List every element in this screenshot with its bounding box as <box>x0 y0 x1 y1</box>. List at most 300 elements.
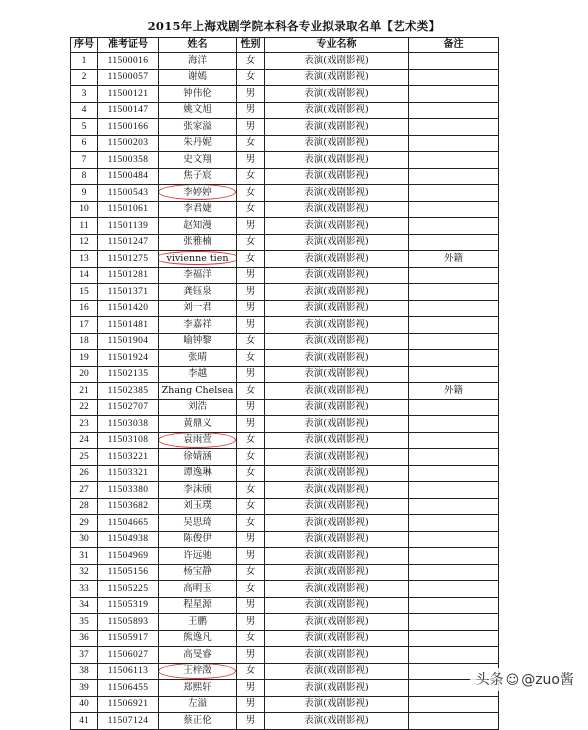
cell-note <box>409 465 499 482</box>
cell-id: 11505893 <box>98 614 159 631</box>
cell-gender: 男 <box>237 317 265 334</box>
cell-gender: 男 <box>237 218 265 235</box>
cell-major: 表演(戏剧影视) <box>265 119 409 136</box>
cell-gender: 女 <box>237 135 265 152</box>
table-row <box>71 102 499 119</box>
cell-name: 李君婕 <box>159 201 237 218</box>
cell-seq: 18 <box>71 333 98 350</box>
cell-major: 表演(戏剧影视) <box>265 498 409 515</box>
table-row <box>71 251 499 268</box>
cell-seq: 15 <box>71 284 98 301</box>
cell-id: 11501275 <box>98 251 159 268</box>
cell-seq: 17 <box>71 317 98 334</box>
cell-gender: 女 <box>237 515 265 532</box>
cell-seq: 13 <box>71 251 98 268</box>
cell-note <box>409 86 499 103</box>
cell-seq: 30 <box>71 531 98 548</box>
cell-major: 表演(戏剧影视) <box>265 581 409 598</box>
cell-major: 表演(戏剧影视) <box>265 234 409 251</box>
cell-seq: 2 <box>71 69 98 86</box>
cell-name: 高旻睿 <box>159 647 237 664</box>
cell-id: 11504938 <box>98 531 159 548</box>
cell-name: 钟伟伦 <box>159 86 237 103</box>
toutiao-logo-icon: ☺ <box>505 673 520 688</box>
table-row <box>71 383 499 400</box>
cell-major: 表演(戏剧影视) <box>265 465 409 482</box>
cell-major: 表演(戏剧影视) <box>265 86 409 103</box>
cell-note <box>409 201 499 218</box>
cell-name: 朱丹妮 <box>159 135 237 152</box>
cell-id: 11505225 <box>98 581 159 598</box>
cell-seq: 6 <box>71 135 98 152</box>
cell-major: 表演(戏剧影视) <box>265 185 409 202</box>
cell-id: 11505156 <box>98 564 159 581</box>
cell-id: 11503108 <box>98 432 159 449</box>
cell-name: 史文翔 <box>159 152 237 169</box>
cell-major: 表演(戏剧影视) <box>265 548 409 565</box>
cell-major: 表演(戏剧影视) <box>265 531 409 548</box>
cell-gender: 女 <box>237 482 265 499</box>
cell-seq: 37 <box>71 647 98 664</box>
table-row <box>71 581 499 598</box>
cell-gender: 女 <box>237 53 265 70</box>
cell-gender: 男 <box>237 548 265 565</box>
cell-gender: 女 <box>237 234 265 251</box>
cell-seq: 33 <box>71 581 98 598</box>
cell-major: 表演(戏剧影视) <box>265 267 409 284</box>
table-row <box>71 135 499 152</box>
table-row <box>71 119 499 136</box>
cell-major: 表演(戏剧影视) <box>265 284 409 301</box>
header-seq: 序号 <box>71 38 98 53</box>
cell-name: 赵知漫 <box>159 218 237 235</box>
cell-note: 外籍 <box>409 383 499 400</box>
cell-gender: 女 <box>237 69 265 86</box>
cell-major: 表演(戏剧影视) <box>265 53 409 70</box>
cell-id: 11504969 <box>98 548 159 565</box>
cell-note <box>409 234 499 251</box>
cell-id: 11502135 <box>98 366 159 383</box>
cell-note <box>409 119 499 136</box>
cell-gender: 男 <box>237 680 265 697</box>
table-row <box>71 333 499 350</box>
cell-name: 吴思琦 <box>159 515 237 532</box>
cell-note <box>409 630 499 647</box>
cell-note <box>409 597 499 614</box>
cell-gender: 男 <box>237 597 265 614</box>
cell-name <box>159 432 237 449</box>
cell-major: 表演(戏剧影视) <box>265 416 409 433</box>
cell-id: 11503221 <box>98 449 159 466</box>
cell-gender: 男 <box>237 713 265 730</box>
table-row <box>71 366 499 383</box>
table-row <box>71 647 499 664</box>
cell-seq: 36 <box>71 630 98 647</box>
cell-seq: 24 <box>71 432 98 449</box>
cell-id: 11500358 <box>98 152 159 169</box>
cell-id: 11502707 <box>98 399 159 416</box>
cell-name: 焦子宸 <box>159 168 237 185</box>
cell-note <box>409 333 499 350</box>
table-row <box>71 614 499 631</box>
cell-major: 表演(戏剧影视) <box>265 696 409 713</box>
cell-seq: 3 <box>71 86 98 103</box>
header-name: 姓名 <box>159 38 237 53</box>
cell-name: 张家溢 <box>159 119 237 136</box>
cell-note <box>409 135 499 152</box>
watermark-handle: @zuo酱 <box>521 672 574 688</box>
cell-gender: 男 <box>237 416 265 433</box>
cell-name: 姚文旭 <box>159 102 237 119</box>
cell-note <box>409 102 499 119</box>
cell-note <box>409 432 499 449</box>
table-row <box>71 465 499 482</box>
circled-name: 袁雨萱 <box>183 434 212 446</box>
cell-major: 表演(戏剧影视) <box>265 713 409 730</box>
cell-note <box>409 416 499 433</box>
cell-id: 11501247 <box>98 234 159 251</box>
cell-id: 11500484 <box>98 168 159 185</box>
cell-seq: 7 <box>71 152 98 169</box>
cell-seq: 21 <box>71 383 98 400</box>
cell-major: 表演(戏剧影视) <box>265 152 409 169</box>
cell-seq: 41 <box>71 713 98 730</box>
table-row <box>71 69 499 86</box>
cell-note <box>409 449 499 466</box>
cell-note <box>409 647 499 664</box>
cell-name: 龚钰泉 <box>159 284 237 301</box>
cell-gender: 女 <box>237 663 265 680</box>
admission-list-table <box>70 37 499 730</box>
table-row <box>71 350 499 367</box>
cell-seq: 39 <box>71 680 98 697</box>
cell-gender: 男 <box>237 399 265 416</box>
cell-name: 谭逸琳 <box>159 465 237 482</box>
cell-note <box>409 267 499 284</box>
cell-gender: 男 <box>237 696 265 713</box>
cell-id: 11503321 <box>98 465 159 482</box>
page-title: 2015年上海戏剧学院本科各专业拟录取名单【艺术类】 <box>147 19 441 33</box>
cell-id: 11502385 <box>98 383 159 400</box>
table-row <box>71 317 499 334</box>
cell-name: 张雅楠 <box>159 234 237 251</box>
cell-major: 表演(戏剧影视) <box>265 515 409 532</box>
cell-note <box>409 317 499 334</box>
cell-major: 表演(戏剧影视) <box>265 251 409 268</box>
cell-note <box>409 614 499 631</box>
cell-id: 11501139 <box>98 218 159 235</box>
cell-major: 表演(戏剧影视) <box>265 201 409 218</box>
circled-name: 李婷婷 <box>183 186 212 198</box>
cell-name: 刘一君 <box>159 300 237 317</box>
cell-note <box>409 564 499 581</box>
table-row <box>71 53 499 70</box>
cell-gender: 男 <box>237 102 265 119</box>
cell-major: 表演(戏剧影视) <box>265 218 409 235</box>
cell-major: 表演(戏剧影视) <box>265 350 409 367</box>
header-exam-id: 准考证号 <box>98 38 159 53</box>
cell-gender: 女 <box>237 350 265 367</box>
table-header-row <box>71 38 499 53</box>
cell-name: 王鹏 <box>159 614 237 631</box>
table-row <box>71 234 499 251</box>
cell-id: 11500121 <box>98 86 159 103</box>
circled-name: vivienne tien <box>166 252 229 264</box>
cell-note <box>409 300 499 317</box>
cell-note <box>409 152 499 169</box>
cell-gender: 男 <box>237 647 265 664</box>
cell-major: 表演(戏剧影视) <box>265 597 409 614</box>
cell-note <box>409 366 499 383</box>
table-row <box>71 168 499 185</box>
cell-gender: 女 <box>237 168 265 185</box>
header-gender: 性别 <box>237 38 265 53</box>
cell-seq: 29 <box>71 515 98 532</box>
cell-name <box>159 185 237 202</box>
cell-id: 11506027 <box>98 647 159 664</box>
cell-major: 表演(戏剧影视) <box>265 333 409 350</box>
cell-id: 11505917 <box>98 630 159 647</box>
cell-seq: 11 <box>71 218 98 235</box>
cell-major: 表演(戏剧影视) <box>265 383 409 400</box>
cell-name <box>159 251 237 268</box>
cell-gender: 女 <box>237 201 265 218</box>
cell-major: 表演(戏剧影视) <box>265 432 409 449</box>
cell-id: 11501061 <box>98 201 159 218</box>
cell-seq: 22 <box>71 399 98 416</box>
cell-note <box>409 53 499 70</box>
cell-major: 表演(戏剧影视) <box>265 300 409 317</box>
cell-name: 陈俊伊 <box>159 531 237 548</box>
cell-gender: 女 <box>237 564 265 581</box>
cell-gender: 男 <box>237 267 265 284</box>
cell-gender: 女 <box>237 630 265 647</box>
cell-name: 高明玉 <box>159 581 237 598</box>
cell-seq: 1 <box>71 53 98 70</box>
table-row <box>71 284 499 301</box>
cell-major: 表演(戏剧影视) <box>265 366 409 383</box>
cell-name: 海洋 <box>159 53 237 70</box>
circled-name: 王梓澂 <box>183 665 212 677</box>
cell-major: 表演(戏剧影视) <box>265 168 409 185</box>
cell-major: 表演(戏剧影视) <box>265 630 409 647</box>
cell-id: 11500016 <box>98 53 159 70</box>
cell-major: 表演(戏剧影视) <box>265 647 409 664</box>
cell-name: 张晴 <box>159 350 237 367</box>
cell-seq: 31 <box>71 548 98 565</box>
cell-name: 李嘉祥 <box>159 317 237 334</box>
cell-note <box>409 548 499 565</box>
cell-gender: 女 <box>237 498 265 515</box>
cell-id: 11507124 <box>98 713 159 730</box>
cell-note: 外籍 <box>409 251 499 268</box>
table-body <box>71 53 499 730</box>
cell-gender: 男 <box>237 366 265 383</box>
cell-seq: 8 <box>71 168 98 185</box>
cell-gender: 女 <box>237 465 265 482</box>
cell-id: 11500147 <box>98 102 159 119</box>
table-row <box>71 267 499 284</box>
cell-id: 11500543 <box>98 185 159 202</box>
cell-seq: 12 <box>71 234 98 251</box>
cell-note <box>409 284 499 301</box>
cell-major: 表演(戏剧影视) <box>265 449 409 466</box>
cell-seq: 25 <box>71 449 98 466</box>
cell-gender: 男 <box>237 119 265 136</box>
cell-gender: 男 <box>237 614 265 631</box>
cell-gender: 女 <box>237 383 265 400</box>
cell-major: 表演(戏剧影视) <box>265 663 409 680</box>
cell-gender: 女 <box>237 251 265 268</box>
table-row <box>71 713 499 730</box>
table-row <box>71 597 499 614</box>
cell-id: 11500203 <box>98 135 159 152</box>
table-row <box>71 399 499 416</box>
table-row <box>71 152 499 169</box>
table-row <box>71 300 499 317</box>
table-row <box>71 432 499 449</box>
header-major: 专业名称 <box>265 38 409 53</box>
cell-note <box>409 185 499 202</box>
table-row <box>71 531 499 548</box>
cell-seq: 23 <box>71 416 98 433</box>
header-note: 备注 <box>409 38 499 53</box>
cell-name: 刘玉璞 <box>159 498 237 515</box>
cell-note <box>409 350 499 367</box>
cell-major: 表演(戏剧影视) <box>265 135 409 152</box>
cell-seq: 14 <box>71 267 98 284</box>
cell-id: 11501371 <box>98 284 159 301</box>
cell-gender: 男 <box>237 86 265 103</box>
cell-seq: 19 <box>71 350 98 367</box>
cell-gender: 女 <box>237 185 265 202</box>
cell-gender: 男 <box>237 152 265 169</box>
cell-major: 表演(戏剧影视) <box>265 564 409 581</box>
table-row <box>71 696 499 713</box>
cell-note <box>409 69 499 86</box>
cell-seq: 4 <box>71 102 98 119</box>
cell-gender: 男 <box>237 531 265 548</box>
table-row <box>71 201 499 218</box>
cell-id: 11503682 <box>98 498 159 515</box>
cell-name: 郑熙轩 <box>159 680 237 697</box>
cell-seq: 40 <box>71 696 98 713</box>
cell-seq: 5 <box>71 119 98 136</box>
cell-seq: 27 <box>71 482 98 499</box>
cell-major: 表演(戏剧影视) <box>265 482 409 499</box>
cell-id: 11506921 <box>98 696 159 713</box>
table-row <box>71 482 499 499</box>
cell-seq: 10 <box>71 201 98 218</box>
cell-name: 许远驰 <box>159 548 237 565</box>
cell-note <box>409 581 499 598</box>
cell-name <box>159 663 237 680</box>
cell-note <box>409 168 499 185</box>
cell-id: 11501924 <box>98 350 159 367</box>
cell-name: 李越 <box>159 366 237 383</box>
cell-id: 11503038 <box>98 416 159 433</box>
table-row <box>71 416 499 433</box>
cell-seq: 38 <box>71 663 98 680</box>
cell-major: 表演(戏剧影视) <box>265 399 409 416</box>
cell-name: 徐婧涵 <box>159 449 237 466</box>
cell-id: 11501420 <box>98 300 159 317</box>
cell-note <box>409 218 499 235</box>
cell-name: Zhang Chelsea <box>159 383 237 400</box>
table-row <box>71 564 499 581</box>
cell-id: 11501281 <box>98 267 159 284</box>
cell-gender: 女 <box>237 333 265 350</box>
cell-name: 蔡正伦 <box>159 713 237 730</box>
cell-name: 黄鼎义 <box>159 416 237 433</box>
watermark-prefix: 头条 <box>475 672 504 688</box>
cell-major: 表演(戏剧影视) <box>265 102 409 119</box>
table-row <box>71 86 499 103</box>
cell-seq: 26 <box>71 465 98 482</box>
cell-major: 表演(戏剧影视) <box>265 614 409 631</box>
cell-id: 11501904 <box>98 333 159 350</box>
cell-note <box>409 696 499 713</box>
cell-seq: 9 <box>71 185 98 202</box>
cell-seq: 20 <box>71 366 98 383</box>
cell-gender: 男 <box>237 284 265 301</box>
table-row <box>71 449 499 466</box>
cell-major: 表演(戏剧影视) <box>265 680 409 697</box>
cell-name: 熊逸凡 <box>159 630 237 647</box>
table-row <box>71 185 499 202</box>
cell-seq: 28 <box>71 498 98 515</box>
table-row <box>71 630 499 647</box>
cell-name: 谢嫣 <box>159 69 237 86</box>
cell-name: 喻钟黎 <box>159 333 237 350</box>
table-row <box>71 548 499 565</box>
table-row <box>71 498 499 515</box>
cell-seq: 35 <box>71 614 98 631</box>
table-row <box>71 218 499 235</box>
cell-major: 表演(戏剧影视) <box>265 317 409 334</box>
cell-note <box>409 399 499 416</box>
cell-note <box>409 713 499 730</box>
cell-id: 11500057 <box>98 69 159 86</box>
cell-name: 李福洋 <box>159 267 237 284</box>
watermark <box>470 668 578 691</box>
cell-seq: 16 <box>71 300 98 317</box>
cell-name: 杨宝静 <box>159 564 237 581</box>
cell-id: 11500166 <box>98 119 159 136</box>
table-row <box>71 680 499 697</box>
cell-note <box>409 482 499 499</box>
cell-gender: 女 <box>237 432 265 449</box>
cell-gender: 女 <box>237 449 265 466</box>
cell-note <box>409 515 499 532</box>
cell-major: 表演(戏剧影视) <box>265 69 409 86</box>
cell-id: 11501481 <box>98 317 159 334</box>
cell-name: 程星源 <box>159 597 237 614</box>
table-row <box>71 515 499 532</box>
cell-id: 11505319 <box>98 597 159 614</box>
cell-gender: 男 <box>237 300 265 317</box>
cell-name: 刘浩 <box>159 399 237 416</box>
cell-id: 11504665 <box>98 515 159 532</box>
cell-id: 11506455 <box>98 680 159 697</box>
table-row <box>71 663 499 680</box>
cell-seq: 34 <box>71 597 98 614</box>
cell-id: 11503380 <box>98 482 159 499</box>
cell-note <box>409 531 499 548</box>
cell-gender: 女 <box>237 581 265 598</box>
cell-seq: 32 <box>71 564 98 581</box>
cell-name: 左溢 <box>159 696 237 713</box>
